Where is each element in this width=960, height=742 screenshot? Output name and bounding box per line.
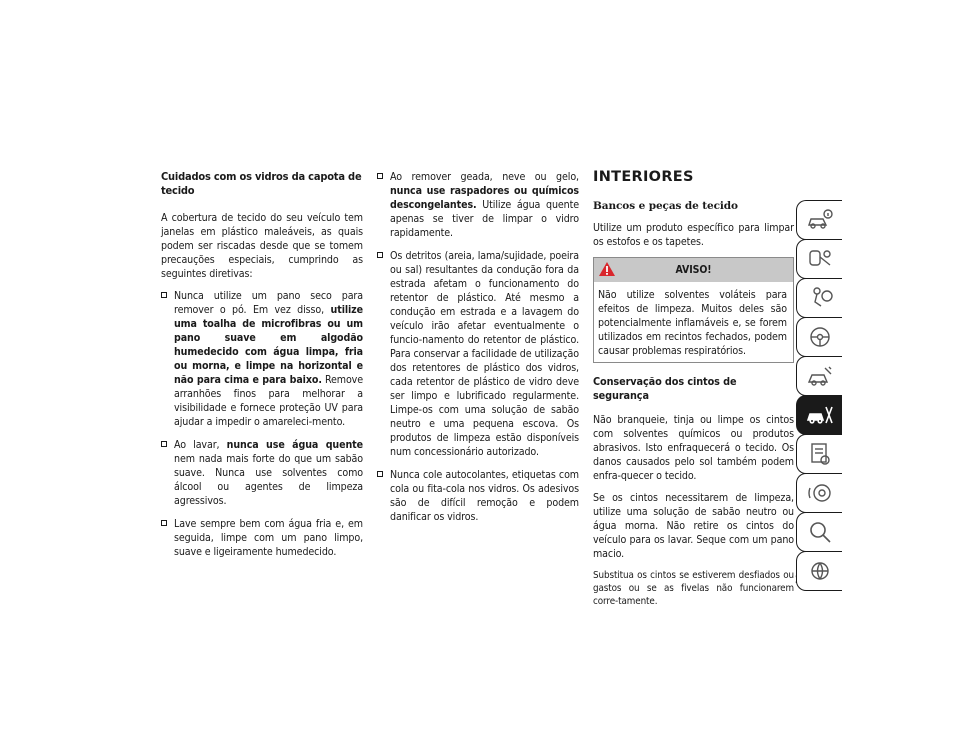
list-item: Nunca cole autocolantes, etiquetas com cola ou fita-cola nos vidros. Os adesivos são de difícil remoção e podem danificar os vidros.: [377, 468, 579, 524]
list-item: Ao lavar, nunca use água quente nem nada mais forte do que um sabão suave. Nunca use solventes como álcool ou agentes de limpeza agressivos.: [161, 438, 363, 508]
car-info-icon: [805, 206, 835, 234]
tab-index[interactable]: [796, 512, 842, 552]
tab-car-starting[interactable]: [796, 356, 842, 396]
subheading-seatbelts: Conservação dos cintos de segurança: [593, 375, 737, 402]
magnifier-icon: [805, 518, 835, 546]
airbag-person-icon: [805, 284, 835, 312]
section-heading-fabric-windows: Cuidados com os vidros da capota de tecido: [161, 170, 362, 197]
car-service-icon: [805, 401, 835, 429]
tab-car-key[interactable]: [796, 239, 842, 279]
list-item: Ao remover geada, neve ou gelo, nunca use raspadores ou químicos descongelantes. Utilize água quente apenas se tiver de limpar o vidro rapidamente.: [377, 170, 579, 240]
warning-text: Não utilize solventes voláteis para efeitos de limpeza. Muitos deles são potencialmente inflamáveis e, se forem utilizados em recintos fechados, podem causar problemas respiratórios.: [598, 289, 787, 357]
multimedia-icon: [805, 479, 835, 507]
bullet-square-icon: [161, 441, 167, 447]
middle-column: [377, 170, 579, 533]
tab-steering-wheel[interactable]: [796, 317, 842, 357]
car-starting-icon: [805, 362, 835, 390]
right-column: [593, 170, 794, 616]
specifications-icon: [805, 440, 835, 468]
steering-wheel-icon: [805, 323, 835, 351]
left-column: [161, 170, 363, 568]
section-title-interiors: INTERIORES: [593, 169, 694, 185]
paragraph-intro: A cobertura de tecido do seu veículo tem janelas em plástico maleáveis, as quais podem ser riscadas desde que se tomem precauções especiais, cumprindo as seguintes diretivas:: [161, 212, 363, 280]
bullet-square-icon: [161, 292, 167, 298]
car-key-icon: [805, 245, 835, 273]
list-item: Os detritos (areia, lama/sujidade, poeira ou sal) resultantes da condução fora da estrada afetam o funcionamento do retentor de plástico. Até mesmo a condução em estrada e a lavagem do veículo irão afetar eventualmente o funcio-namento do retentor de plástico. Para conservar a facilidade de utilização dos retentores de plástico dos vidros, cada retentor de plástico de vidro deve ser limpo e lubrificado regularmente. Limpe-os com uma solução de sabão neutro e uma pequena escova. Os produtos de limpeza estão disponíveis num concessionário autorizado.: [377, 249, 579, 459]
language-icon: [805, 557, 835, 585]
paragraph-seatbelt-replace: Substitua os cintos se estiverem desfiados ou gastos ou se as fivelas não funcionarem corre-tamente.: [593, 570, 794, 607]
list-item: Lave sempre bem com água fria e, em seguida, limpe com um pano limpo, suave e ligeiramente humedecido.: [161, 517, 363, 559]
warning-box: [593, 257, 794, 363]
paragraph-upholstery: Utilize um produto específico para limpar os estofos e os tapetes.: [593, 222, 794, 248]
warning-triangle-icon: [598, 261, 616, 277]
warning-header: [594, 258, 793, 282]
tab-car-info[interactable]: [796, 200, 842, 240]
paragraph-seatbelt-care: Não branqueie, tinja ou limpe os cintos com solventes químicos ou produtos abrasivos. Isto enfraquecerá o tecido. Os danos causados pelo sol também podem enfra-quecer o tecido.: [593, 414, 794, 482]
tab-specifications[interactable]: [796, 434, 842, 474]
bullet-square-icon: [377, 252, 383, 258]
bullet-square-icon: [377, 173, 383, 179]
tab-car-service[interactable]: [796, 395, 842, 435]
bullet-square-icon: [377, 471, 383, 477]
tab-airbag[interactable]: [796, 278, 842, 318]
bullet-list-middle: [377, 170, 579, 524]
tab-multimedia[interactable]: [796, 473, 842, 513]
list-item: Nunca utilize um pano seco para remover o pó. Em vez disso, utilize uma toalha de microfibras ou um pano suave em algodão humedecido com água limpa, fria ou morna, e limpe na horizontal e não para cima e para baixo. Remove arranhões finos para melhorar a visibilidade e fornece proteção UV para ajudar a impedir o amareleci-mento.: [161, 289, 363, 429]
bullet-list-left: [161, 289, 363, 559]
subheading-seats-fabric: Bancos e peças de tecido: [593, 200, 738, 212]
bullet-square-icon: [161, 520, 167, 526]
paragraph-seatbelt-cleaning: Se os cintos necessitarem de limpeza, utilize uma solução de sabão neutro ou água morna. Não retire os cintos do veículo para os lavar. Seque com um pano macio.: [593, 492, 794, 560]
tab-language[interactable]: [796, 551, 842, 591]
warning-title: AVISO!: [675, 264, 712, 276]
